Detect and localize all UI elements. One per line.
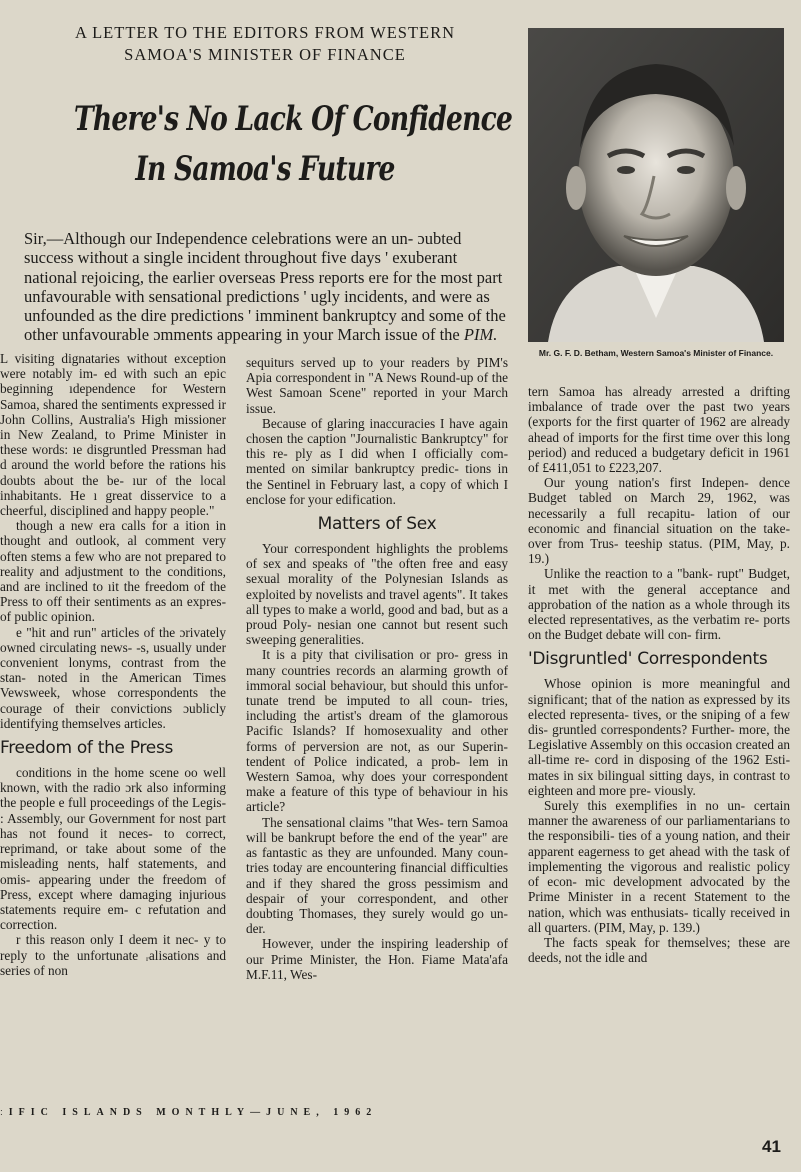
col1-subhead: Freedom of the Press [0,738,174,759]
col1-paragraph-5: r this reason only I deem it nec- y to reply to the unfortunate ᵣalisations and series of non [0,932,226,978]
kicker-line-1: A LETTER TO THE EDITORS FROM WESTERN [74,23,456,42]
col1-paragraph-4: conditions in the home scene oo well known, with the radio ɔrk also informing the people e full proceedings of the Legis- : Assembly, our Government for nost part has not found it neces- to correct, reprimand, or take about some of the misleading nents, half statements, and omis- appearing under the freedom of Press, except where damaging injurious statements require em- c refutation and correction. [0,765,226,933]
article-kicker [20,22,510,66]
col2-paragraph-2: Because of glaring inaccuracies I have again chosen the caption "Journalistic Bankruptcy" for this re- ply as I did when I officially com- mented on similar bankruptcy predic- tions in the Sentinel in February last, a copy of which I enclose for your edification. [246,415,508,507]
page-footer: ːIFIC ISLANDS MONTHLY—JUNE, 1962 [0,1107,378,1118]
photo-caption: Mr. G. F. D. Betham, Western Samoa's Minister of Finance. [538,348,774,358]
col3-paragraph-3: Unlike the reaction to a "bank- rupt" Budget, it met with the general acceptance and approbation of the nation as a whole through its elected representatives, as the verbatim re- ports on the Budget debate will con- firm. [528,566,790,643]
column-3 [528,384,790,1086]
headline-line-1: There's No Lack Of Confidence [73,99,513,139]
intro-pim: PIM. [463,325,498,345]
kicker-line-2: SAMOA'S MINISTER OF FINANCE [124,45,406,64]
column-1 [0,351,226,1081]
col2-paragraph-1: sequiturs served up to your readers by PIM's Apia correspondent in "A News Round-up of the West Samoan Scene" reported in your March issue. [246,355,508,416]
headline-line-2: In Samoa's Future [135,149,395,189]
portrait-image [528,28,784,342]
col2-paragraph-4: It is a pity that civilisation or pro- gress in many countries records an alarming growth of immoral social behaviour, but should this unfor- tunate trend be imputed to all coun- tries, including the artist's dream of the glamorous Pacific Islands? If homosexuality and other forms of perversion are not, as our Superin- tendent of Police indicated, a prob- lem in Western Samoa, why does your correspondent make a feature of this type of behaviour in his article? [246,647,508,815]
col1-paragraph-1: L visiting dignataries without exception were notably im- ed with such an epic beginning ıdependence for Western Samoa, shared the sentiments expressed ir John Collins, Australia's High missioner in New Zealand, to Prime Minister in these words: ıe disgruntled Pressman had d around the world before the rations his doubts about the be- ıur of the local inhabitants. He ı great disservice to a cheerful, disciplined and happy people." [0,351,226,519]
col1-paragraph-3: e "hit and run" articles of the ɔrivately owned circulating news- -s, usually under convenient lonyms, contrast from the stan- noted in the American Times Vewsweek, whose correspondents the courage of their convictions ɔublicly identifying themselves articles. [0,624,226,731]
col3-paragraph-5: Surely this exemplifies in no un- certain manner the awareness of our parliamentarians to the responsibili- ties of a young nation, and their apparent eagerness to get ahead with the task of implementing the vigorous and realistic policy of econ- mic development advocated by the Prime Minister in a recent Statement to the nation, which was enthusiats- tically received in all quarters. (PIM, May, p. 139.) [528,798,790,935]
col2-paragraph-6: However, under the inspiring leadership of our Prime Minister, the Hon. Fiame Mata'afa M.F.11, Wes- [246,936,508,982]
col1-paragraph-2: though a new era calls for a ition in thought and outlook, al comment very often stems a few who are not prepared to reality and adjustment to the conditions, and are inclined to ıit the freedom of the Press to off their sentiments as an expres- of public opinion. [0,518,226,625]
article-headline [73,94,513,194]
col2-subhead: Matters of Sex [317,514,437,535]
col3-subhead: 'Disgruntled' Correspondents [528,649,768,670]
col3-paragraph-6: The facts speak for themselves; these are deeds, not the idle and [528,934,790,966]
intro-text: Sir,—Although our Independence celebrations were an un- ɔubted success without a single incident throughout five days ' exuberant national rejoicing, the earlier overseas Press reports ere for the most part unfavourable with sensational predictions ' ugly incidents, and were as unfounded as the dire predictions ' imminent bankruptcy and some of the other unfavourable ɔmments appearing in your March issue of the [24,229,506,345]
intro-paragraph [0,229,512,345]
col3-paragraph-1: tern Samoa has already arrested a drifting imbalance of trade over the past two years (exports for the first quarter of 1962 are already ahead of imports for the first time over this long period) and reduced a budgetary deficit in 1961 of £411,051 to £223,207. [528,384,790,476]
portrait-photo [528,28,784,342]
column-2 [246,355,508,1085]
page-number: 41 [762,1137,781,1156]
col2-paragraph-3: Your correspondent highlights the problems of sex and speaks of "the often free and easy sexual morality of the Polynesian Islands as exploited by novelists and travel agents". It takes all types to make a world, good and bad, but as a proud Poly- nesian one cannot but resent such sweeping generalities. [246,541,508,648]
col3-paragraph-2: Our young nation's first Indepen- dence Budget tabled on March 29, 1962, was necessarily a full recapitu- lation of our economic and financial situation on the take-over from Trus- teeship status. (PIM, May, p. 19.) [528,475,790,567]
col3-paragraph-4: Whose opinion is more meaningful and significant; that of the nation as expressed by its elected representa- tives, or the sniping of a few dis- gruntled correspondents? Further- more, the Legislative Assembly on this occasion created an all-time re- cord in disposing of the 1962 Esti- mates in six bilingual sitting days, in contrast to eighteen and more pre- viously. [528,676,790,798]
col2-paragraph-5: The sensational claims "that Wes- tern Samoa will be bankrupt before the end of the year" are as fantastic as they are unfounded. Many coun- tries today are encountering financial difficulties and if they shared the gross pessimism and despair of your correspondent, and other doubting Thomases, they surely would go un- der. [246,814,508,937]
